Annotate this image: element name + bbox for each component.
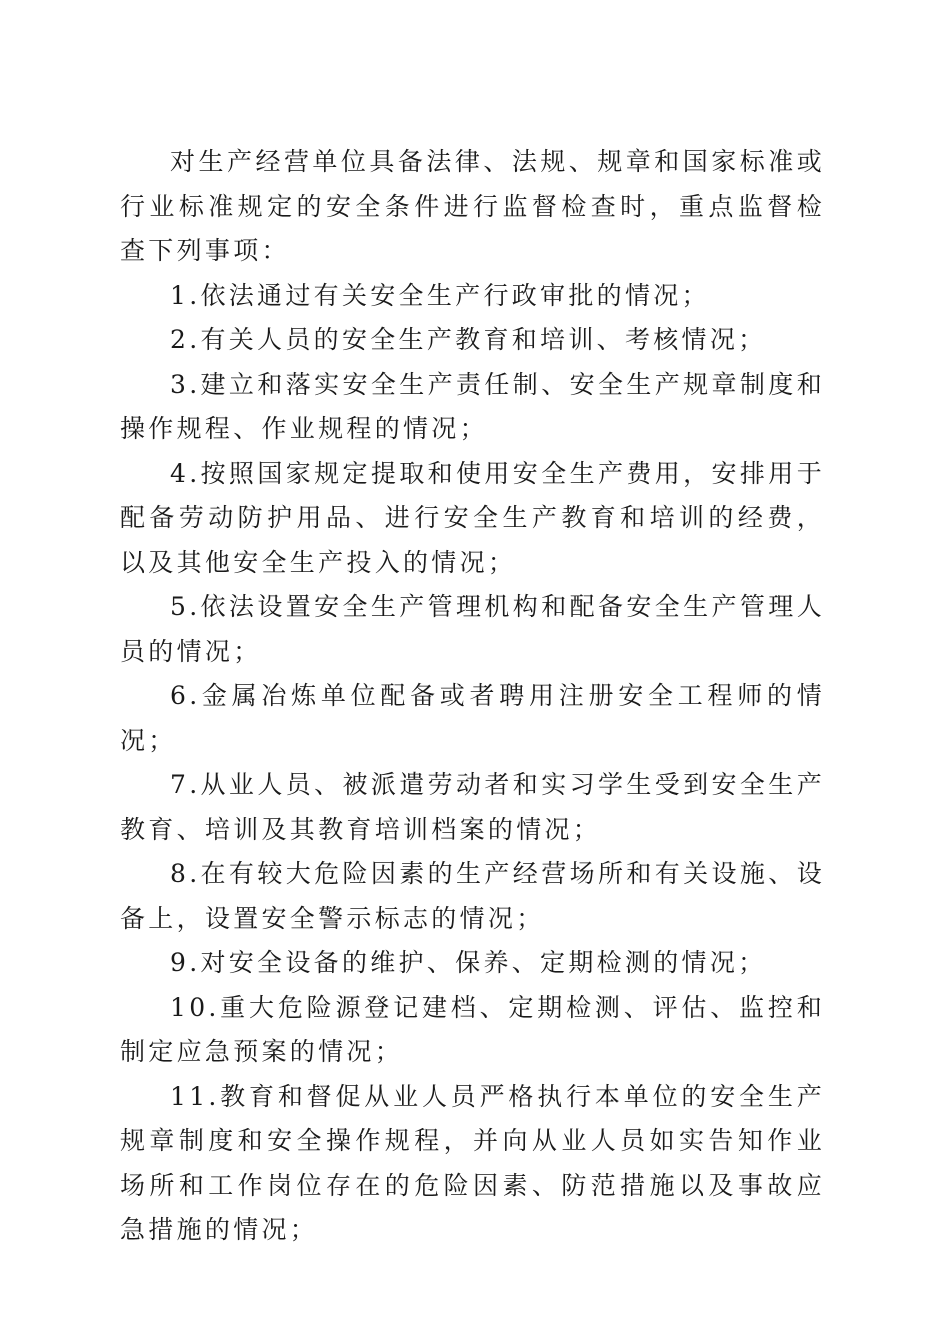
list-item-2: 2.有关人员的安全生产教育和培训、考核情况； xyxy=(170,325,767,354)
list-item-1: 1.依法通过有关安全生产行政审批的情况； xyxy=(170,280,710,310)
list-item-6: 6.金属冶炼单位配备或者聘用注册安全工程师的情况； xyxy=(120,681,825,755)
document-body xyxy=(120,140,825,1253)
list-item-10: 10.重大危险源登记建档、定期检测、评估、监控和制定应急预案的情况； xyxy=(120,992,825,1066)
list-item-3: 3.建立和落实安全生产责任制、安全生产规章制度和操作规程、作业规程的情况； xyxy=(120,369,825,443)
list-item-8: 8.在有较大危险因素的生产经营场所和有关设施、设备上，设置安全警示标志的情况； xyxy=(120,859,825,933)
list-item-4: 4.按照国家规定提取和使用安全生产费用，安排用于配备劳动防护用品、进行安全生产教育和培训的经费，以及其他安全生产投入的情况； xyxy=(120,458,825,577)
list-item-7: 7.从业人员、被派遣劳动者和实习学生受到安全生产教育、培训及其教育培训档案的情况； xyxy=(120,770,825,844)
list-item-11: 11.教育和督促从业人员严格执行本单位的安全生产规章制度和安全操作规程，并向从业人员如实告知作业场所和工作岗位存在的危险因素、防范措施以及事故应急措施的情况； xyxy=(120,1081,825,1244)
list-item-5: 5.依法设置安全生产管理机构和配备安全生产管理人员的情况； xyxy=(120,592,825,666)
list-item-9: 9.对安全设备的维护、保养、定期检测的情况； xyxy=(170,948,767,977)
intro-paragraph: 对生产经营单位具备法律、法规、规章和国家标准或行业标准规定的安全条件进行监督检查时，重点监督检查下列事项： xyxy=(120,147,825,265)
